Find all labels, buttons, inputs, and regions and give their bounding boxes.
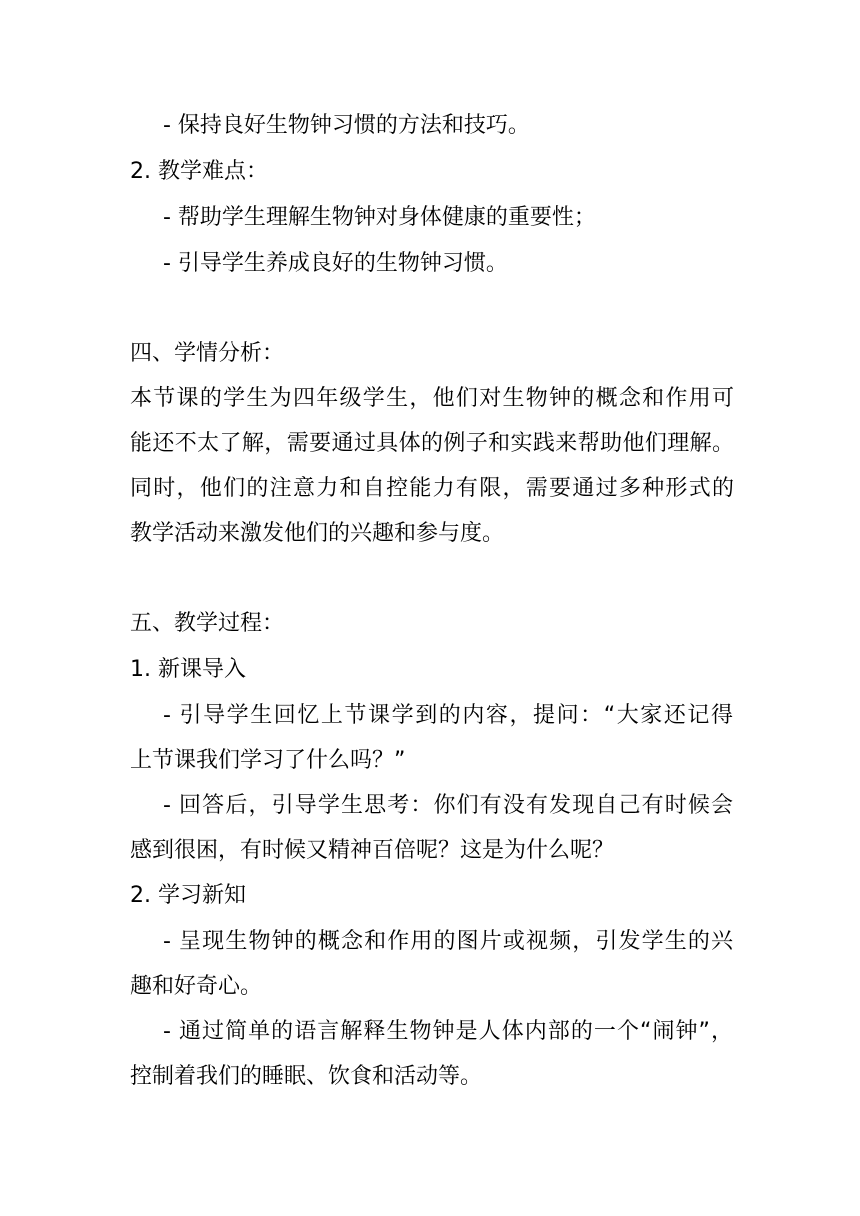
paragraph-line: 教学活动来激发他们的兴趣和参与度。	[130, 521, 505, 546]
bullet-understand-importance: - 帮助学生理解生物钟对身体健康的重要性；	[163, 205, 596, 230]
paragraph-line: 能还不太了解，需要通过具体的例子和实践来帮助他们理解。	[130, 431, 734, 456]
section-heading-student-analysis: 四、学情分析：	[130, 341, 285, 366]
bullet-think-question: - 回答后，引导学生思考：你们有没有发现自己有时候会	[163, 793, 733, 818]
bullet-continuation: 上节课我们学习了什么吗？”	[130, 748, 406, 773]
paragraph-line: 本节课的学生为四年级学生，他们对生物钟的概念和作用可	[130, 386, 734, 411]
bullet-continuation: 感到很困，有时候又精神百倍呢？这是为什么呢？	[130, 838, 615, 863]
section-heading-teaching-process: 五、教学过程：	[130, 611, 285, 636]
bullet-method-tips: - 保持良好生物钟习惯的方法和技巧。	[163, 113, 530, 138]
bullet-develop-habits: - 引导学生养成良好的生物钟习惯。	[163, 251, 508, 276]
list-item-learn-new: 2. 学习新知	[130, 883, 246, 908]
bullet-continuation: 控制着我们的睡眠、饮食和活动等。	[130, 1064, 483, 1089]
bullet-continuation: 趣和好奇心。	[130, 974, 263, 999]
bullet-present-concept: - 呈现生物钟的概念和作用的图片或视频，引发学生的兴	[163, 929, 733, 954]
bullet-explain-alarm: - 通过简单的语言解释生物钟是人体内部的一个“闹钟”，	[163, 1019, 733, 1044]
bullet-recall-previous: - 引导学生回忆上节课学到的内容，提问：“大家还记得	[163, 703, 733, 728]
paragraph-line: 同时，他们的注意力和自控能力有限，需要通过多种形式的	[130, 476, 734, 501]
list-item-new-lesson-intro: 1. 新课导入	[130, 657, 246, 682]
list-item-difficulties: 2. 教学难点：	[130, 159, 268, 184]
